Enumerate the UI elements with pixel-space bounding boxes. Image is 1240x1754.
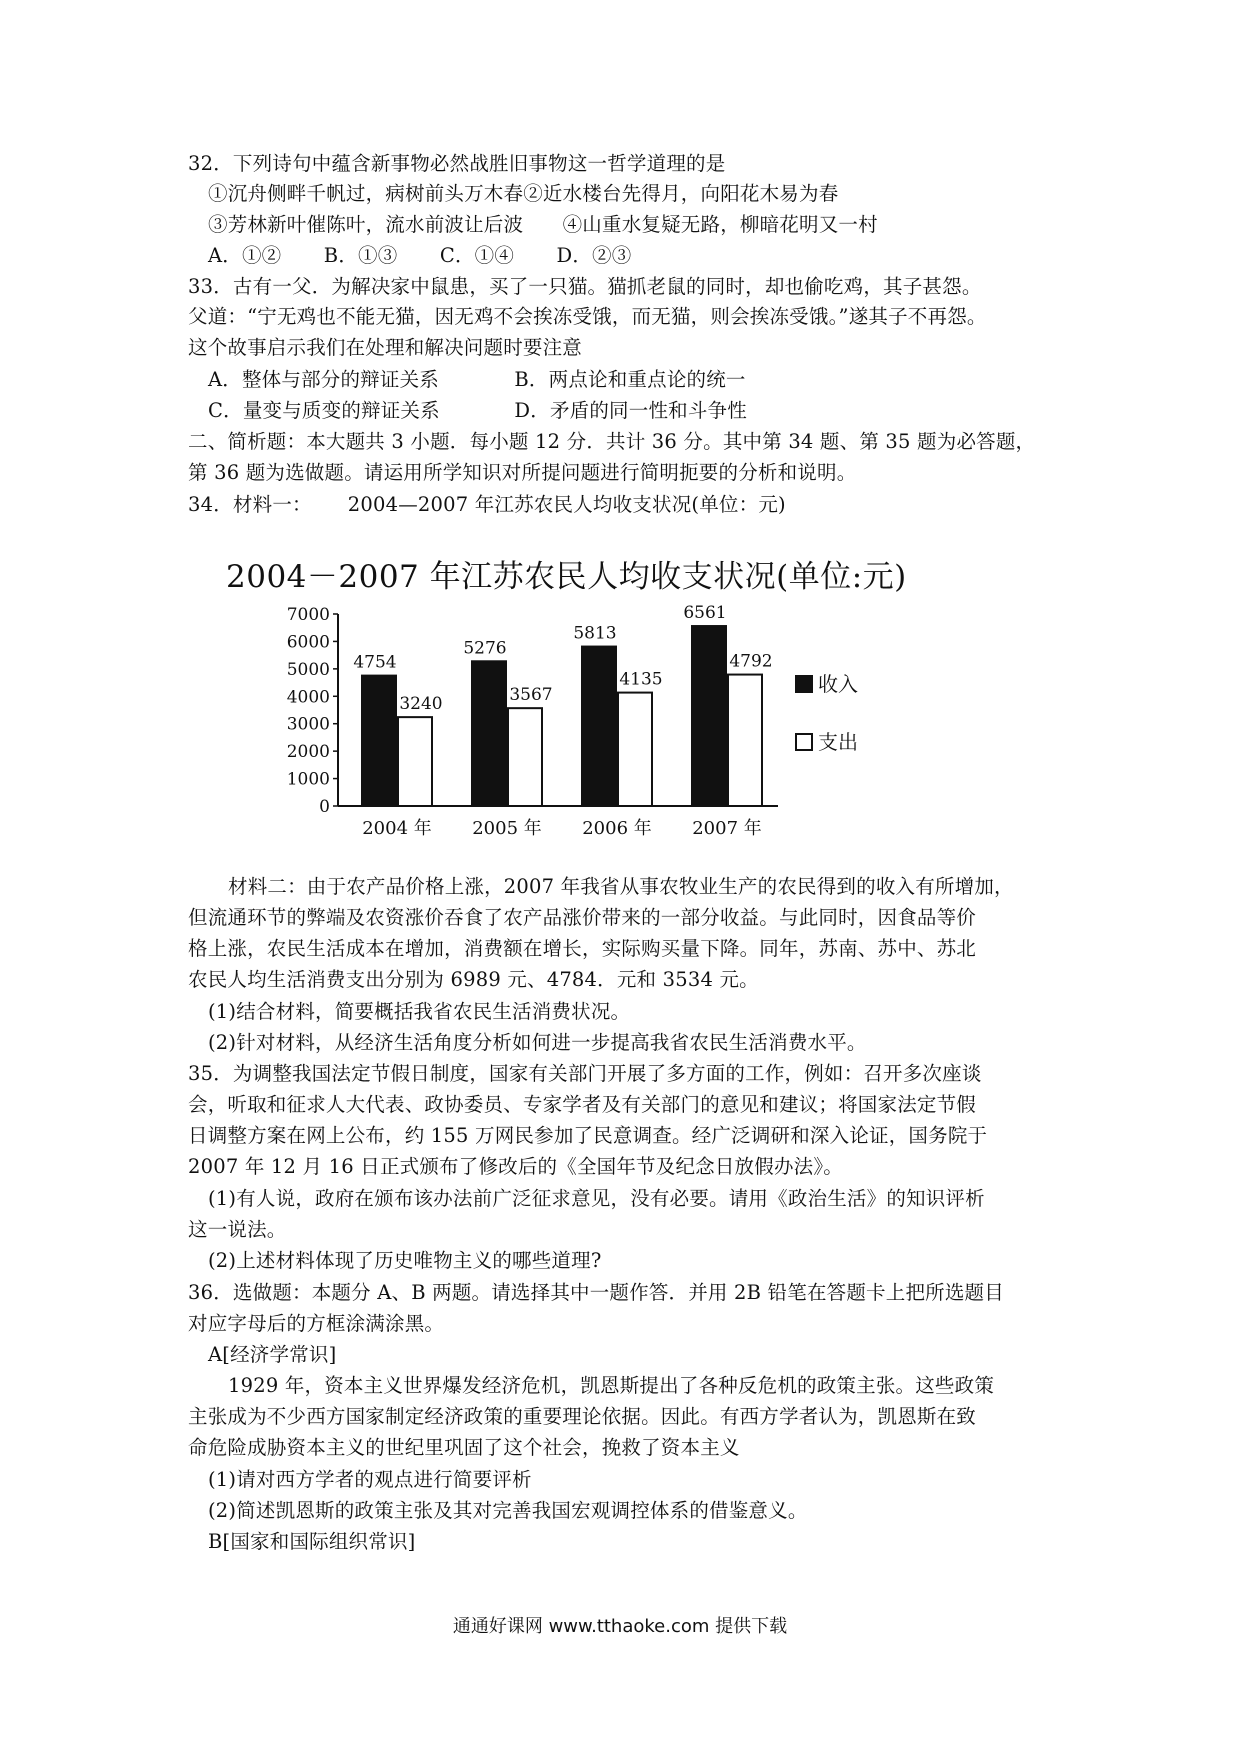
q33-line: 33．古有一父．为解决家中鼠患，买了一只猫。猫抓老鼠的同时，却也偷吃鸡，其子甚怨。 xyxy=(188,275,982,298)
q36-a-body: 命危险成胁资本主义的世纪里巩固了这个社会，挽救了资本主义 xyxy=(188,1436,740,1459)
q35-line: 35．为调整我国法定节假日制度，国家有关部门开展了多方面的工作，例如：召开多次座谈 xyxy=(188,1062,982,1085)
q32-option-b: B．①③ xyxy=(323,244,398,267)
q35-question-1: (1)有人说，政府在颁布该办法前广泛征求意见，没有必要。请用《政治生活》的知识评析 xyxy=(208,1187,985,1210)
y-tick-label: 3000 xyxy=(286,714,330,735)
q32-line2: ③芳林新叶催陈叶，流水前波让后波 ④山重水复疑无路，柳暗花明又一村 xyxy=(208,213,878,236)
q33-options-row2 xyxy=(208,397,747,425)
q36-b-heading: B[国家和国际组织常识] xyxy=(208,1530,416,1553)
q33-option-c: C．量变与质变的辩证关系 xyxy=(208,399,440,422)
x-tick-label: 2005 年 xyxy=(472,818,542,839)
q33-line: 父道：“宁无鸡也不能无猫，因无鸡不会挨冻受饿，而无猫，则会挨冻受饿。”遂其子不再怨。 xyxy=(188,305,987,328)
q33-option-b: B．两点论和重点论的统一 xyxy=(514,368,746,391)
data-label: 4135 xyxy=(619,669,663,690)
y-tick-label: 5000 xyxy=(286,659,330,680)
data-label: 5813 xyxy=(573,623,617,644)
data-label: 6561 xyxy=(683,603,727,624)
q36-a-body: 1929 年，资本主义世界爆发经济危机，凯恩斯提出了各种反危机的政策主张。这些政策 xyxy=(228,1374,995,1397)
bar-income xyxy=(692,626,726,806)
q36-a-heading: A[经济学常识] xyxy=(208,1343,337,1366)
x-tick-label: 2007 年 xyxy=(692,818,762,839)
q34-question-1: (1)结合材料，简要概括我省农民生活消费状况。 xyxy=(208,1000,631,1023)
footer-source: 通通好课网 www.tthaoke.com 提供下载 xyxy=(452,1616,788,1637)
legend-label: 收入 xyxy=(818,672,858,696)
y-tick-label: 4000 xyxy=(286,687,330,708)
bar-expense xyxy=(618,693,652,806)
legend-swatch xyxy=(796,734,812,750)
y-tick-label: 0 xyxy=(319,797,330,817)
q32-stem: 32．下列诗句中蕴含新事物必然战胜旧事物这一哲学道理的是 xyxy=(188,152,726,175)
legend-label: 支出 xyxy=(818,730,858,754)
section2-intro: 二、简析题：本大题共 3 小题．每小题 12 分．共计 36 分。其中第 34 题、第 35 题为必答题， xyxy=(188,430,1036,453)
y-tick-label: 6000 xyxy=(286,632,330,653)
q35-line: 日调整方案在网上公布，约 155 万网民参加了民意调查。经广泛调研和深入论证，国务院于 xyxy=(188,1124,988,1147)
q35-line: 2007 年 12 月 16 日正式颁布了修改后的《全国年节及纪念日放假办法》。 xyxy=(188,1155,843,1178)
q32-option-c: C．①④ xyxy=(439,244,515,267)
q32-line1: ①沉舟侧畔千帆过，病树前头万木春②近水楼台先得月，向阳花木易为春 xyxy=(208,182,839,205)
bar-chart xyxy=(286,600,858,842)
q35-line: 会，听取和征求人大代表、政协委员、专家学者及有关部门的意见和建议；将国家法定节假 xyxy=(188,1093,977,1116)
y-tick-label: 1000 xyxy=(286,769,330,790)
q34-question-2: (2)针对材料，从经济生活角度分析如何进一步提高我省农民生活消费水平。 xyxy=(208,1031,867,1054)
q36-a-question-1: (1)请对西方学者的观点进行简要评析 xyxy=(208,1468,532,1491)
y-tick-label: 2000 xyxy=(286,742,330,763)
data-label: 5276 xyxy=(463,638,507,659)
section2-intro: 第 36 题为选做题。请运用所学知识对所提问题进行简明扼要的分析和说明。 xyxy=(188,461,857,484)
q34-heading: 34．材料一： 2004—2007 年江苏农民人均收支状况(单位：元) xyxy=(188,493,786,516)
q32-option-d: D．②③ xyxy=(556,244,632,267)
bar-income xyxy=(362,676,396,806)
x-tick-label: 2004 年 xyxy=(362,818,432,839)
q36-line: 36．选做题：本题分 A、B 两题。请选择其中一题作答．并用 2B 铅笔在答题卡上把所选题目 xyxy=(188,1281,1004,1304)
q32-option-a: A．①② xyxy=(208,244,282,267)
data-label: 4792 xyxy=(729,651,773,672)
data-label: 4754 xyxy=(353,652,397,673)
data-label: 3240 xyxy=(399,694,443,715)
q34-material2: 材料二：由于农产品价格上涨，2007 年我省从事农牧业生产的农民得到的收入有所增加， xyxy=(228,875,1014,898)
q36-line: 对应字母后的方框涂满涂黑。 xyxy=(188,1312,445,1335)
q33-options-row1 xyxy=(208,366,746,394)
y-tick-label: 7000 xyxy=(286,605,330,625)
bar-income xyxy=(582,647,616,806)
bar-expense xyxy=(398,717,432,806)
q35-question-1-cont: 这一说法。 xyxy=(188,1218,287,1241)
q34-material2: 农民人均生活消费支出分别为 6989 元、4784．元和 3534 元。 xyxy=(188,968,759,991)
chart-title: 2004－2007 年江苏农民人均收支状况(单位:元) xyxy=(226,559,907,595)
q33-option-a: A．整体与部分的辩证关系 xyxy=(208,368,439,391)
q36-a-body: 主张成为不少西方国家制定经济政策的重要理论依据。因此。有西方学者认为，凯恩斯在致 xyxy=(188,1405,977,1428)
bar-expense xyxy=(508,708,542,806)
data-label: 3567 xyxy=(509,685,553,706)
bar-income xyxy=(472,661,506,806)
legend-swatch xyxy=(796,676,812,692)
q32-options xyxy=(208,242,667,270)
q33-option-d: D．矛盾的同一性和斗争性 xyxy=(514,399,747,422)
q34-material2: 格上涨，农民生活成本在增加，消费额在增长，实际购买量下降。同年，苏南、苏中、苏北 xyxy=(188,937,977,960)
q36-a-question-2: (2)简述凯恩斯的政策主张及其对完善我国宏观调控体系的借鉴意义。 xyxy=(208,1499,808,1522)
q33-line: 这个故事启示我们在处理和解决问题时要注意 xyxy=(188,336,583,359)
q34-material2: 但流通环节的弊端及农资涨价吞食了农产品涨价带来的一部分收益。与此同时，因食品等价 xyxy=(188,906,977,929)
bar-expense xyxy=(728,675,762,806)
x-tick-label: 2006 年 xyxy=(582,818,652,839)
q35-question-2: (2)上述材料体现了历史唯物主义的哪些道理? xyxy=(208,1249,602,1272)
